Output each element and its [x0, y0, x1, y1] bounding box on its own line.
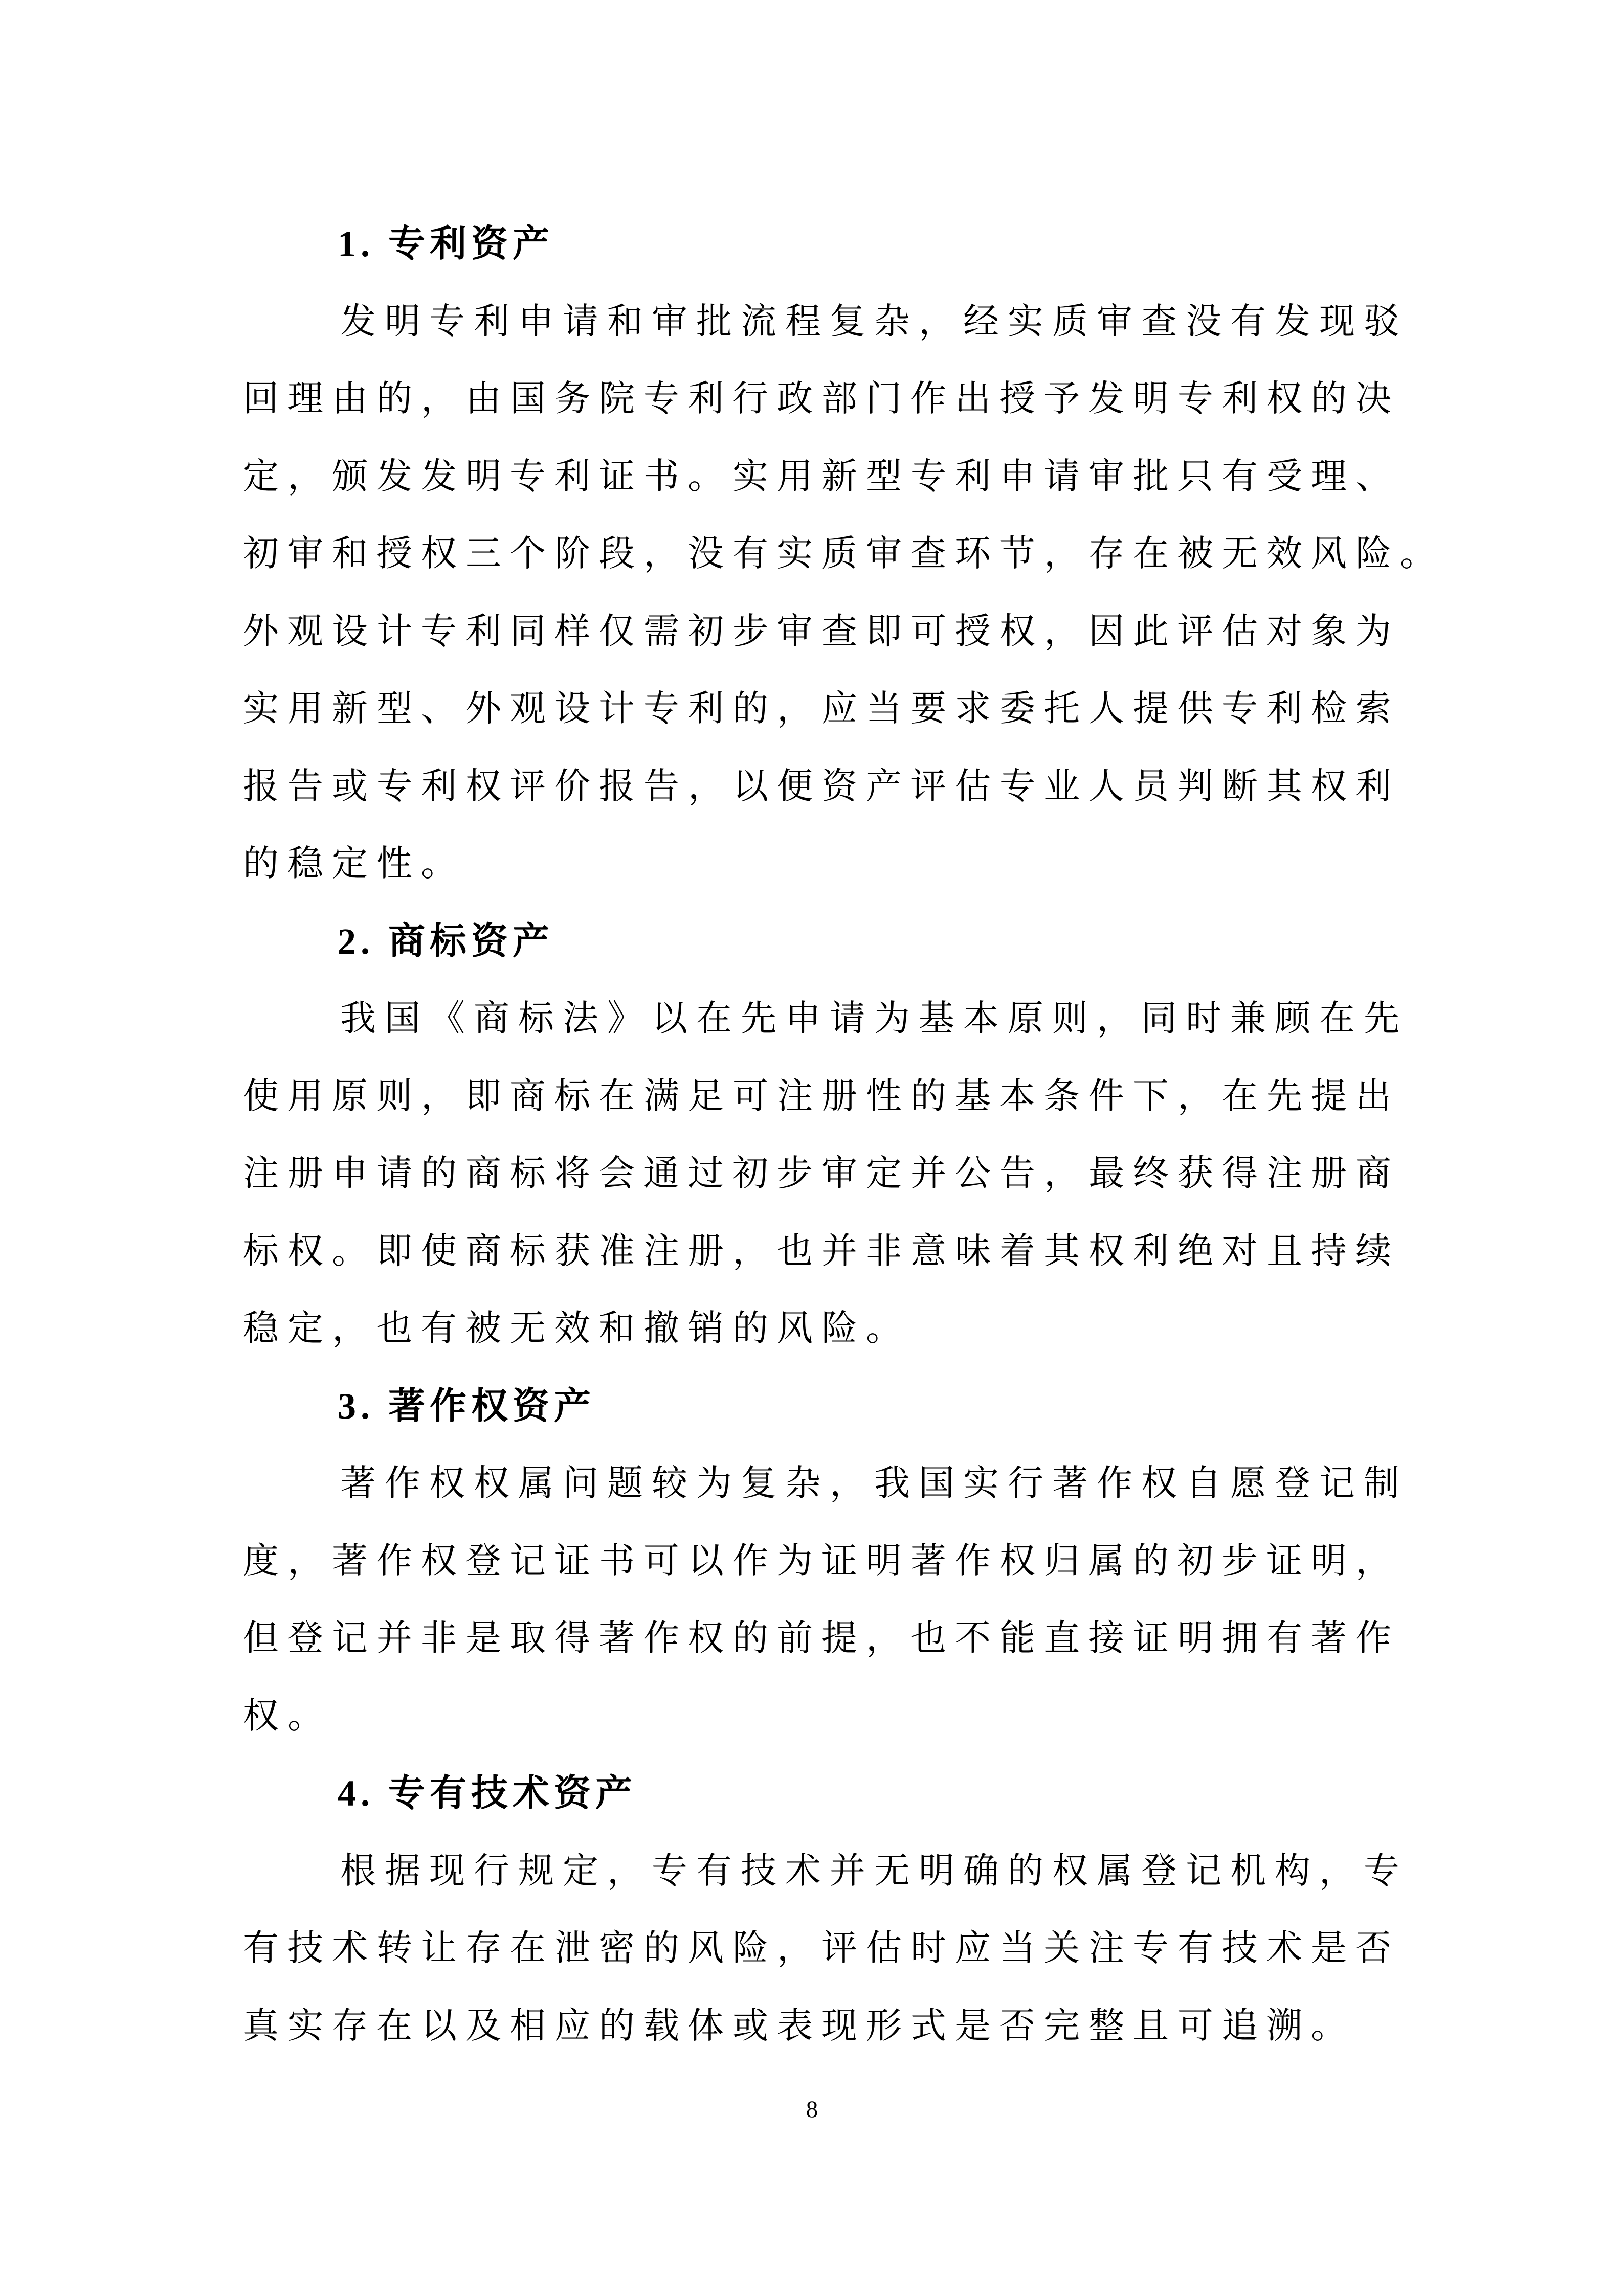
section-heading: 1. 专利资产: [338, 223, 554, 264]
body-line: 度，著作权登记证书可以作为证明著作权归属的初步证明，: [243, 1541, 1400, 1581]
body-line: 定，颁发发明专利证书。实用新型专利申请审批只有受理、: [243, 457, 1400, 497]
body-line: 但登记并非是取得著作权的前提，也不能直接证明拥有著作: [243, 1619, 1400, 1658]
body-line: 初审和授权三个阶段，没有实质审查环节，存在被无效风险。: [243, 534, 1444, 574]
body-line: 使用原则，即商标在满足可注册性的基本条件下，在先提出: [243, 1076, 1400, 1116]
body-line: 发明专利申请和审批流程复杂，经实质审查没有发现驳: [340, 302, 1408, 342]
body-line: 回理由的，由国务院专利行政部门作出授予发明专利权的决: [243, 379, 1400, 419]
section-heading: 2. 商标资产: [338, 920, 554, 962]
body-line: 标权。即使商标获准注册，也并非意味着其权利绝对且持续: [243, 1231, 1400, 1271]
body-line: 实用新型、外观设计专利的，应当要求委托人提供专利检索: [243, 689, 1400, 729]
body-line: 稳定，也有被无效和撤销的风险。: [243, 1309, 910, 1348]
section-heading: 4. 专有技术资产: [338, 1773, 637, 1814]
page-number: 8: [806, 2096, 818, 2123]
body-line: 注册申请的商标将会通过初步审定并公告，最终获得注册商: [243, 1154, 1400, 1194]
body-line: 有技术转让存在泄密的风险，评估时应当关注专有技术是否: [243, 1929, 1400, 1968]
body-line: 我国《商标法》以在先申请为基本原则，同时兼顾在先: [340, 999, 1408, 1039]
body-line: 根据现行规定，专有技术并无明确的权属登记机构，专: [340, 1851, 1408, 1891]
body-line: 报告或专利权评价报告，以便资产评估专业人员判断其权利: [243, 767, 1400, 806]
document-content: [243, 206, 1444, 2065]
body-line: 权。: [243, 1696, 332, 1736]
body-line: 的稳定性。: [243, 844, 465, 884]
page-footer: [0, 2094, 1624, 2125]
body-line: 著作权权属问题较为复杂，我国实行著作权自愿登记制: [340, 1464, 1408, 1503]
body-line: 外观设计专利同样仅需初步审查即可授权，因此评估对象为: [243, 612, 1400, 651]
body-line: 真实存在以及相应的载体或表现形式是否完整且可追溯。: [243, 2006, 1355, 2046]
section-heading: 3. 著作权资产: [338, 1385, 596, 1427]
